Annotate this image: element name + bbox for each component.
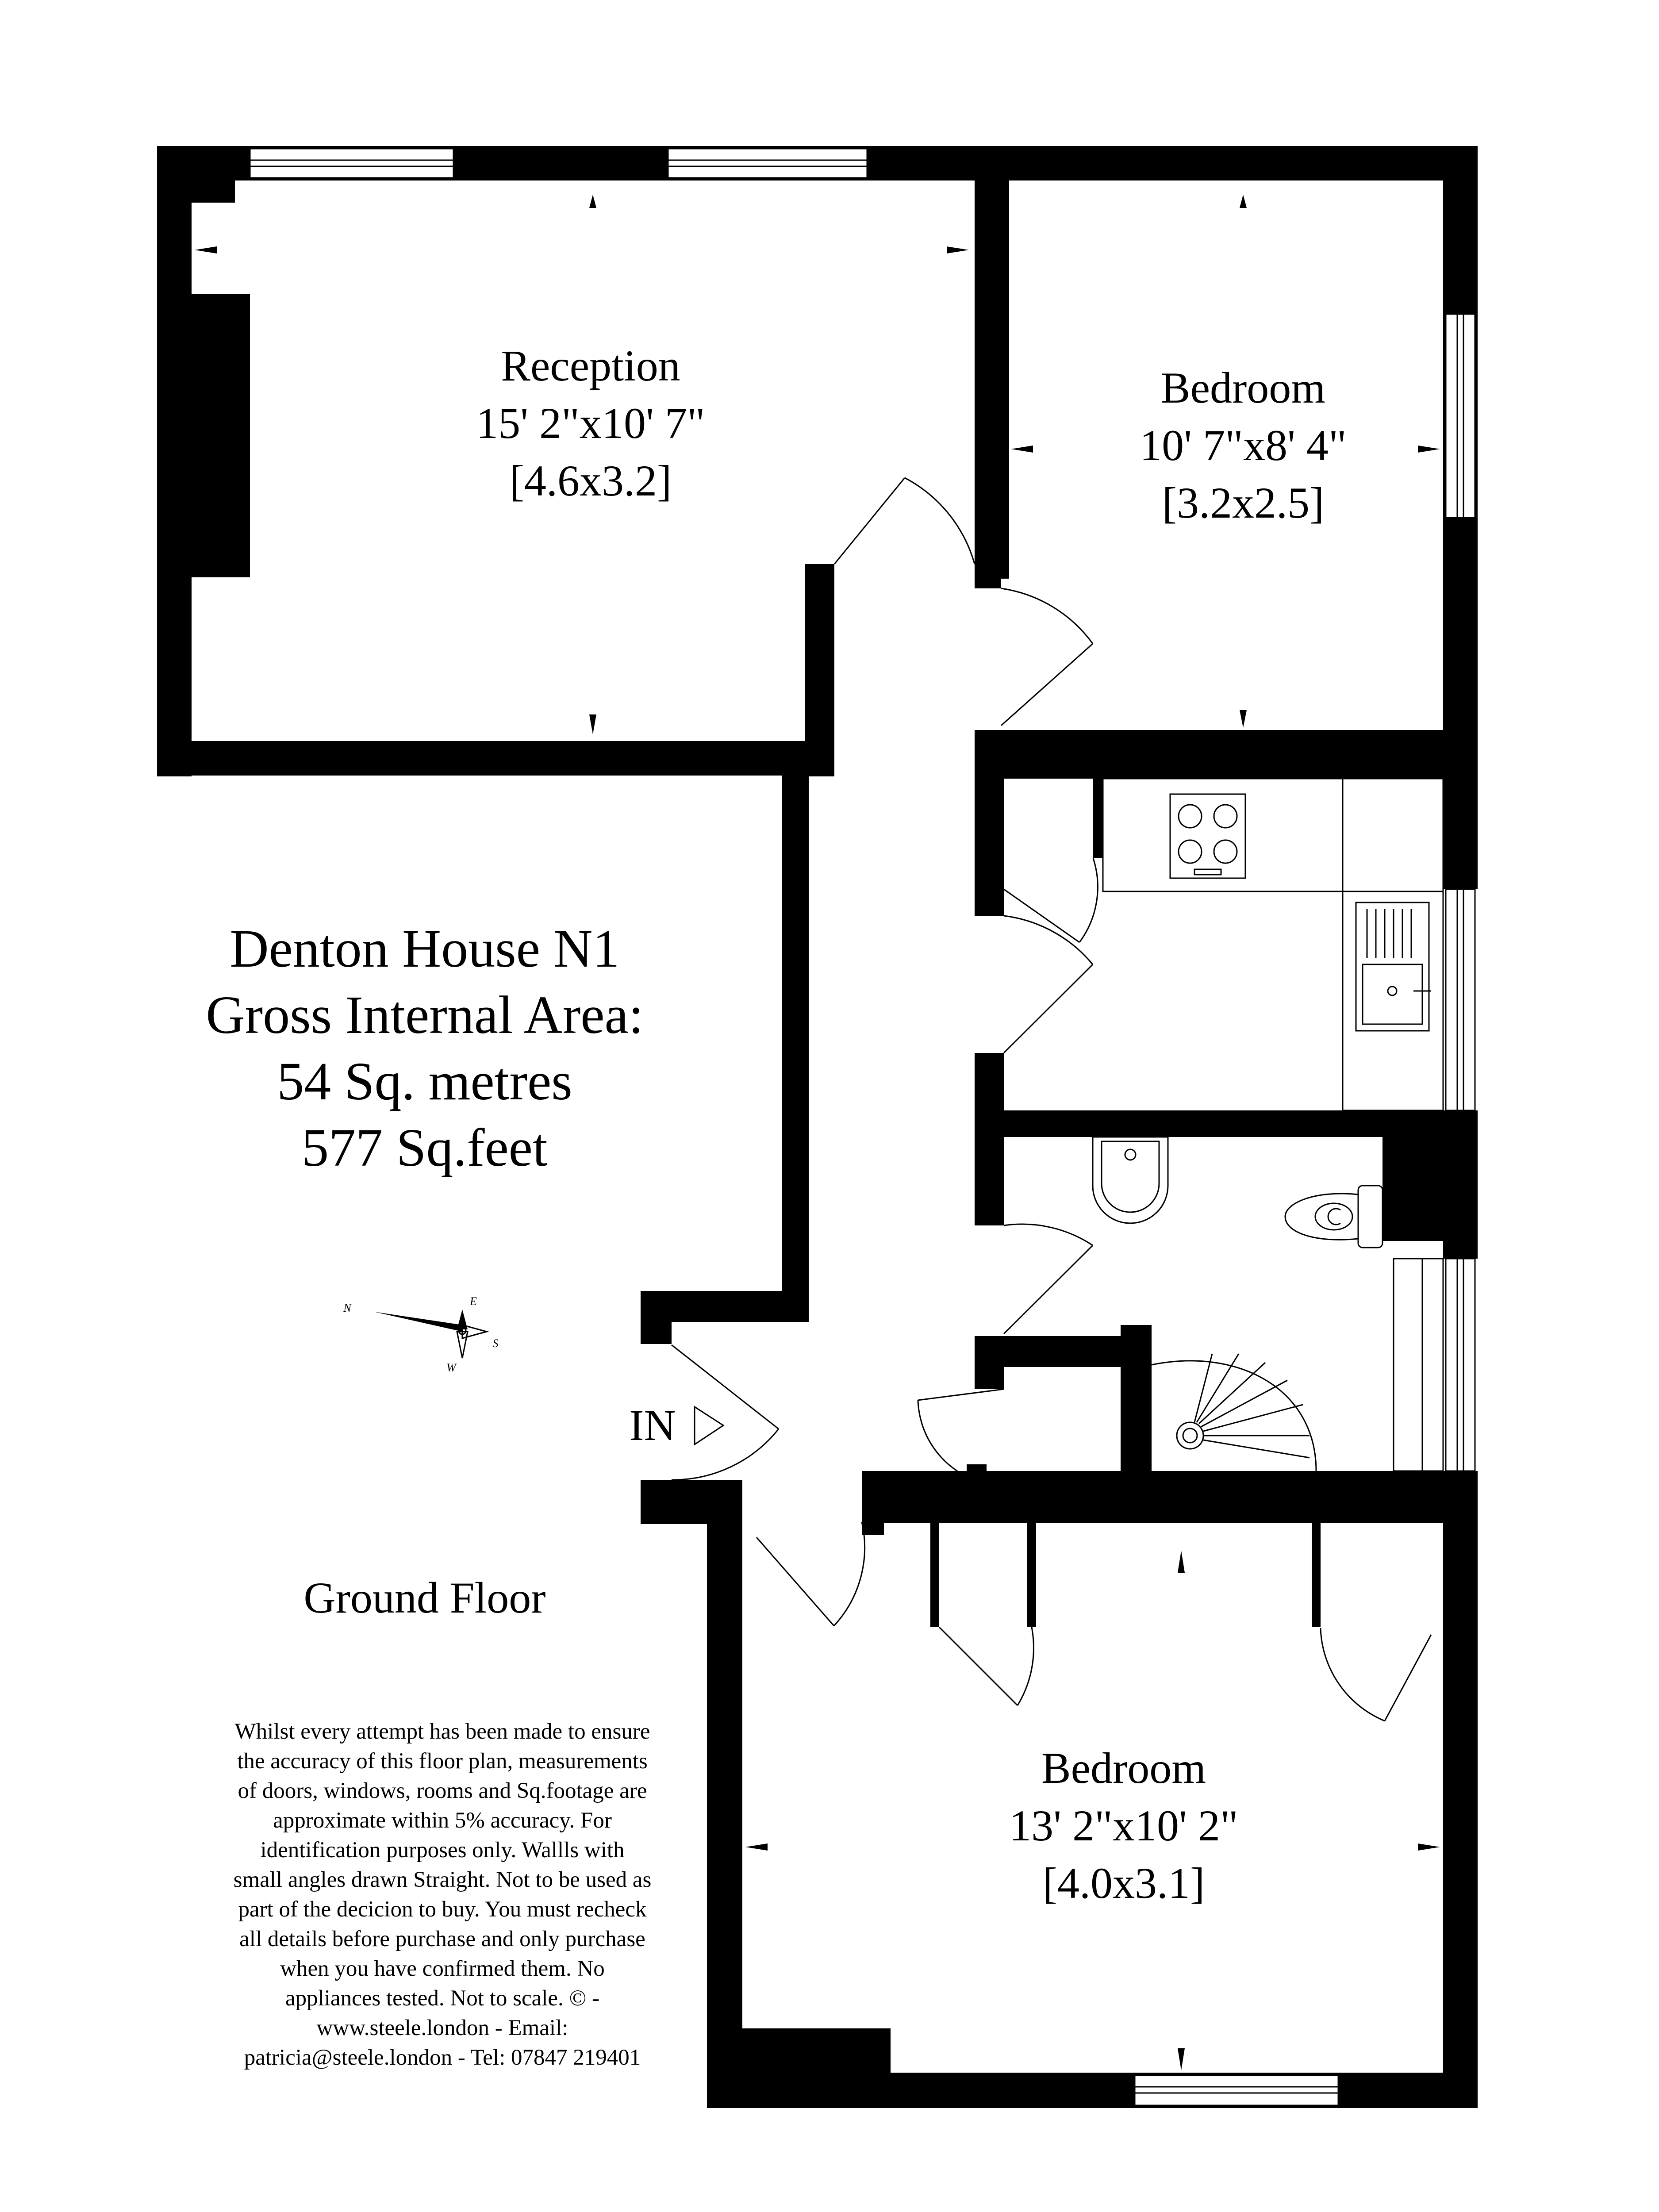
wall-kitchen-south [975,1110,1478,1137]
wall-kitchen-partition [1093,779,1103,858]
wall-hall-west [782,741,809,1321]
bedroom1-name: Bedroom [1160,363,1326,412]
area-feet: 577 Sq.feet [302,1118,548,1178]
window-reception-2 [668,149,867,178]
window-bedroom2 [1135,2075,1338,2105]
compass-n: N [343,1302,351,1314]
wall-chimney-breast [157,294,250,577]
bath-panel [1394,1259,1443,1471]
disclaimer-line: all details before purchase and only purchase [239,1927,645,1951]
disclaimer-line: part of the decicion to buy. You must recheck [238,1897,647,1922]
reception-metric: [4.6x3.2] [509,456,672,505]
disclaimer-line: the accuracy of this floor plan, measurements [237,1749,648,1774]
wall-east-kitchen [1443,779,1478,889]
door-bedroom2 [757,1522,865,1626]
door-bathroom [1004,1224,1093,1334]
room-label-bedroom-1 [1140,363,1347,527]
marker-bedroom2-top [1178,1551,1185,1573]
marker-reception-left [195,246,217,253]
entrance [629,1401,723,1450]
window-kitchen [1446,889,1475,1110]
wall-hall-door-stub [967,1464,987,1478]
wall-east-bathroom [1443,1241,1478,1259]
disclaimer [234,1719,652,2070]
window-bathroom [1446,1259,1475,1471]
marker-bedroom2-bottom [1178,2048,1185,2070]
marker-reception-bottom [589,714,596,734]
wall-bedroom2-north [862,1471,1478,1523]
marker-reception-right [947,246,969,253]
bedroom2-name: Bedroom [1041,1743,1206,1793]
door-entrance [672,1345,779,1480]
wall-wardrobe1-right [1027,1523,1036,1627]
wall-east-lower [1443,1489,1478,2108]
compass-e: E [470,1295,477,1308]
wall-bedroom1-west-upper [975,180,1009,579]
wall-reception-door-jamb [805,564,834,776]
sink-icon [1356,902,1431,1031]
door-shower-cupboard [918,1389,1004,1478]
bedroom2-dims: 13' 2"x10' 2" [1009,1801,1238,1850]
disclaimer-line: when you have confirmed them. No [280,1956,605,1981]
marker-bedroom2-right [1418,1843,1440,1851]
bedroom1-dims: 10' 7"x8' 4" [1140,421,1347,470]
toilet-icon [1285,1186,1382,1248]
area-metres: 54 Sq. metres [277,1052,572,1111]
marker-bedroom1-top [1240,195,1247,208]
compass-w: W [446,1361,456,1374]
floor-label: Ground Floor [303,1573,546,1622]
disclaimer-line: of doors, windows, rooms and Sq.footage are [238,1778,647,1803]
wall-bedroom2-north-jamb [862,1471,884,1535]
entrance-arrow-icon [695,1407,723,1444]
entrance-label: IN [629,1401,676,1450]
kitchen-worktop-top [1103,779,1443,891]
area-label: Gross Internal Area: [206,985,644,1045]
wall-shower-west [1121,1325,1152,1493]
room-label-reception [476,341,705,505]
bedroom1-metric: [3.2x2.5] [1162,478,1325,527]
wall-wardrobe1-left [930,1523,939,1627]
window-bedroom1 [1446,314,1475,518]
marker-bedroom2-left [745,1843,768,1851]
property-name: Denton House N1 [230,919,620,979]
wall-west-bedroom2 [707,1524,742,2108]
bedroom2-metric: [4.0x3.1] [1042,1859,1205,1908]
door-bedroom1 [1001,588,1093,726]
reception-name: Reception [501,341,680,390]
marker-bedroom1-right [1418,445,1440,453]
compass-s: S [492,1337,499,1350]
window-reception-1 [250,149,453,178]
marker-bedroom1-bottom [1240,710,1247,728]
door-kitchen [1004,916,1093,1053]
wall-cupboard-west [975,1336,1004,1389]
room-label-bedroom-2 [1009,1743,1238,1908]
kitchen-fixtures [1103,779,1443,1110]
wall-reception-south [157,741,810,776]
disclaimer-line: www.steele.london - Email: [316,2016,568,2040]
wall-bathroom-west [975,1137,1004,1225]
door-reception [834,478,975,564]
marker-bedroom1-left [1011,445,1033,453]
disclaimer-line: appliances tested. Not to scale. © - [285,1986,600,2011]
disclaimer-line: approximate within 5% accuracy. For [273,1808,612,1833]
wall-entrance-jamb-top [641,1291,672,1344]
wall-wardrobe2-left [1312,1523,1321,1627]
marker-reception-top [589,195,596,208]
disclaimer-line: patricia@steele.london - Tel: 07847 219401 [244,2045,641,2070]
disclaimer-line: Whilst every attempt has been made to ensure [234,1719,650,1744]
shower-tray-icon [1152,1354,1316,1471]
wall-bedroom1-south [975,730,1478,779]
wall-bedroom2-sw-pier [742,2028,891,2073]
door-wardrobe-2 [1321,1628,1431,1721]
wall-bathroom-ne-block [1382,1137,1478,1241]
wall-chimney-top [192,180,235,203]
disclaimer-line: small angles drawn Straight. Not to be used as [233,1867,652,1892]
wall-bedroom1-west-stub [975,564,1001,588]
disclaimer-line: identification purposes only. Wallls with [260,1838,625,1863]
wall-kitchen-west-upper [975,730,1004,916]
compass-rose-icon [343,1295,498,1374]
basin-icon [1093,1137,1168,1223]
reception-dims: 15' 2"x10' 7" [476,399,705,448]
area-summary [206,919,643,1178]
hob-icon [1170,794,1245,878]
door-wardrobe-1 [939,1627,1033,1705]
wall-south [707,2073,1478,2108]
